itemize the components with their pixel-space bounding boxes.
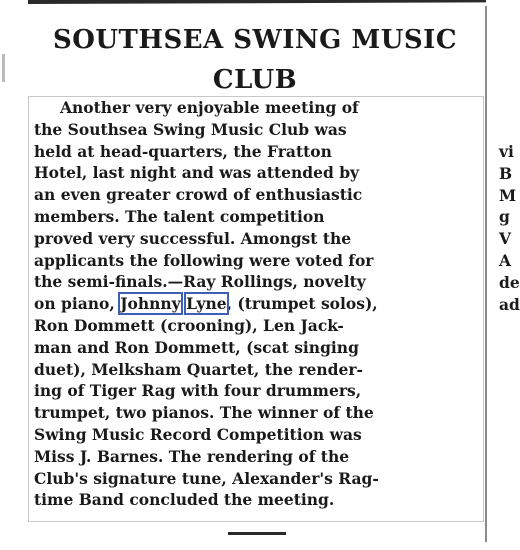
article-line-9: the semi-finals.—Ray Rollings, novelty — [34, 272, 366, 292]
article-line-16: Swing Music Record Competition was — [34, 424, 362, 444]
end-of-article-rule — [228, 532, 286, 535]
article-line-18: Club's signature tune, Alexander's Rag- — [34, 468, 379, 488]
adjacent-fragment: vi — [499, 142, 514, 161]
column-divider-rule — [485, 6, 487, 542]
article-line-17: Miss J. Barnes. The rendering of the — [34, 446, 350, 466]
article-body — [34, 97, 480, 511]
adjacent-fragment: de — [499, 272, 520, 292]
adjacent-column-fragments — [499, 141, 520, 315]
article-line-19: time Band concluded the meeting. — [34, 490, 335, 510]
top-column-rule — [28, 0, 486, 4]
article-headline — [30, 20, 480, 100]
headline-line-1: SOUTHSEA SWING MUSIC — [52, 25, 458, 55]
article-line-13: duet), Melksham Quartet, the render- — [34, 359, 363, 379]
line-10-suffix: , (trumpet solos), — [226, 294, 378, 314]
adjacent-fragment: ad — [499, 294, 520, 314]
article-line-4: Hotel, last night and was attended by — [34, 163, 360, 183]
article-line-7: proved very successful. Amongst the — [34, 228, 352, 248]
article-line-11: Ron Dommett (crooning), Len Jack- — [34, 315, 344, 335]
article-line-15: trumpet, two pianos. The winner of the — [34, 403, 374, 423]
article-line-5: an even greater crowd of enthusiastic — [34, 185, 363, 205]
left-margin-mark — [2, 54, 5, 82]
highlighted-word-lyne[interactable]: Lyne — [186, 294, 227, 314]
adjacent-fragment: A — [499, 250, 512, 270]
adjacent-fragment: V — [499, 229, 512, 249]
adjacent-fragment: B — [499, 163, 513, 183]
article-line-2: the Southsea Swing Music Club was — [34, 119, 347, 139]
article-line-12: man and Ron Dommett, (scat singing — [34, 337, 359, 357]
article-line-1: Another very enjoyable meeting of — [60, 98, 359, 117]
article-line-3: held at head-quarters, the Fratton — [34, 141, 332, 161]
adjacent-fragment: g — [499, 207, 510, 227]
line-10-prefix: on piano, — [34, 294, 115, 314]
article-line-6: members. The talent competition — [34, 206, 325, 226]
highlighted-word-johnny[interactable]: Johnny — [120, 294, 181, 314]
article-line-8: applicants the following were voted for — [34, 250, 374, 270]
article-line-10 — [34, 293, 480, 315]
adjacent-fragment: M — [499, 185, 517, 205]
headline-line-2: CLUB — [212, 65, 298, 95]
article-line-14: ing of Tiger Rag with four drummers, — [34, 381, 362, 401]
